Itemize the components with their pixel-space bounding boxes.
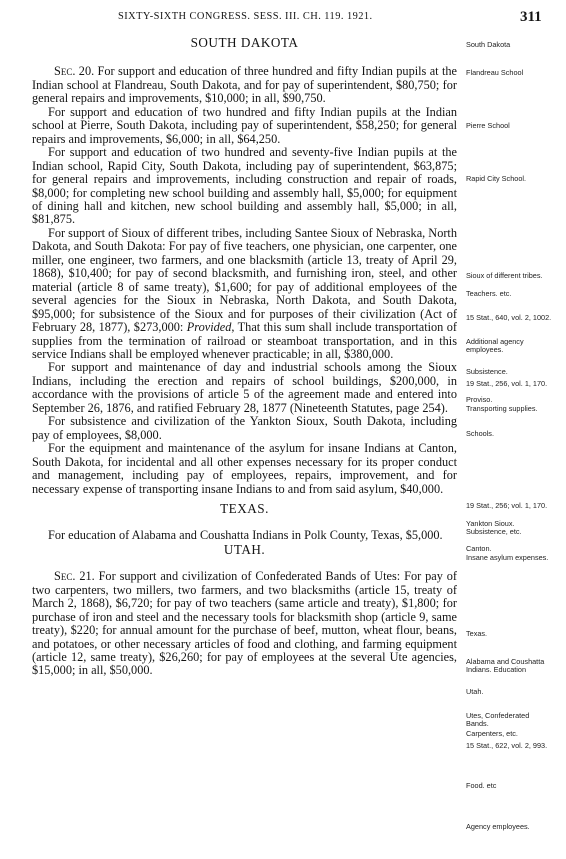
paragraph-utes: Sec. 21. For support and civilization of Confederated Bands of Utes: For pay of two carpenters, two millers, two farmers, and two blacksmiths (article 15, treaty of March 2, 1868), $6,720; for pay of two teachers (same article and treaty), $1,800; for purchase of iron and steel and the necessary tools for blacksmith shop (article 9, same treaty), $220; for annual amount for the purchase of beef, mutton, wheat flour, beans, and potatoes, or other necessary articles of food and clothing, and farming equipment (article 12, same treaty), $26,260; for pay of employees at the several Ute agencies, $15,000; in all, $50,000. xyxy=(32,569,457,678)
margin-note: Flandreau School xyxy=(466,68,524,77)
margin-note: Canton. xyxy=(466,544,492,553)
margin-note: Teachers. etc. xyxy=(466,289,512,298)
paragraph-yankton: For subsistence and civilization of the Yankton Sioux, South Dakota, including pay of employees, $8,000. xyxy=(32,414,457,442)
margin-note: Carpenters, etc. xyxy=(466,729,518,738)
paragraph-schools: For support and maintenance of day and industrial schools among the Sioux Indians, including the erection and repairs of school buildings, $200,000, in accordance with the provisions of article 5 of the agreement made and entered into September 26, 1876, and ratified February 28, 1877 (Nineteenth Statutes, page 254). xyxy=(32,360,457,415)
margin-note: Agency employees. xyxy=(466,822,530,831)
paragraph-rapid-city: For support and education of two hundred and seventy-five Indian pupils at the Indian school, Rapid City, South Dakota, including pay of superintendent, $63,875; for general repairs and improvements, including construction and repair of roads, $8,000; for completing new school building and assembly hall, $5,000; for equipment of dining hall and kitchen, new school building and assembly hall, $5,000; in all, $81,875. xyxy=(32,145,457,227)
margin-note: Proviso. xyxy=(466,395,493,404)
margin-note: Yankton Sioux. Subsistence, etc. xyxy=(466,519,522,537)
paragraph-flandreau: Sec. 20. For support and education of three hundred and fifty Indian pupils at the Indian school at Flandreau, South Dakota, and for pay of superintendent, $80,750; for general repairs and improvements, $10,000; in all, $90,750. xyxy=(32,64,457,106)
margin-note: Schools. xyxy=(466,429,494,438)
paragraph-sioux: For support of Sioux of different tribes, including Santee Sioux of Nebraska, North Dakota, and South Dakota: For pay of five teachers, one physician, one carpenter, one miller, one engineer, two farmers, and one blacksmith (article 13, treaty of April 29, 1868), $10,400; for pay of second blacksmith, and furnishing iron, steel, and other material (article 8 of same treaty), $1,600; for pay of additional employees of the several agencies for the Sioux in Nebraska, North Dakota, and South Dakota, $95,000; for subsistence of the Sioux and for purposes of their civilization (Act of February 28, 1877), $273,000: Provided, That this sum shall include transportation of supplies from the termination of railroad or steamboat transportation, and in this service Indians shall be employed whenever practicable; in all, $380,000. xyxy=(32,225,457,361)
margin-note: 15 Stat., 640, vol. 2, 1002. xyxy=(466,313,552,322)
margin-note: 15 Stat., 622, vol. 2, 993. xyxy=(466,741,548,750)
paragraph-alabama: For education of Alabama and Coushatta Indians in Polk County, Texas, $5,000. xyxy=(48,528,443,543)
heading-south-dakota: SOUTH DAKOTA xyxy=(190,35,299,50)
margin-note: Insane asylum expenses. xyxy=(466,553,549,562)
paragraph-pierre: For support and education of two hundred and fifty Indian pupils at the Indian school at Pierre, South Dakota, including pay of superintendent, $58,250; for general repairs and improvements, $6,000; in all, $64,250. xyxy=(32,104,457,146)
page-number: 311 xyxy=(520,9,542,25)
paragraph-canton: For the equipment and maintenance of the asylum for insane Indians at Canton, South Dakota, for incidental and all other expenses necessary for its proper conduct and management, including pay of employees, repairs, improvement, and for necessary expense of transporting insane Indians to and from said asylum, $40,000. xyxy=(32,441,457,496)
margin-note: Utes, Confederated Bands. xyxy=(466,711,530,729)
margin-notes xyxy=(466,0,554,859)
main-text xyxy=(32,36,457,678)
margin-note: Sioux of different tribes. xyxy=(466,271,543,280)
heading-texas: TEXAS. xyxy=(220,500,269,516)
margin-note: 19 Stat., 256; vol. 1, 170. xyxy=(466,501,548,510)
margin-note: South Dakota xyxy=(466,40,511,49)
margin-note: Alabama and Coushatta Indians. Education xyxy=(466,657,545,675)
margin-note: Utah. xyxy=(466,687,484,696)
margin-note: 19 Stat., 256, vol. 1, 170. xyxy=(466,379,548,388)
margin-note: Pierre School xyxy=(466,121,510,130)
heading-utah: UTAH. xyxy=(223,541,266,557)
margin-note: Texas. xyxy=(466,629,488,638)
margin-note: Additional agency employees. xyxy=(466,337,524,355)
running-title: SIXTY-SIXTH CONGRESS. SESS. III. CH. 119. 1921. xyxy=(118,11,373,22)
margin-note: Food. etc xyxy=(466,781,497,790)
margin-note: Subsistence. xyxy=(466,367,508,376)
margin-note: Transporting supplies. xyxy=(466,404,538,413)
margin-note: Rapid City School. xyxy=(466,174,527,183)
